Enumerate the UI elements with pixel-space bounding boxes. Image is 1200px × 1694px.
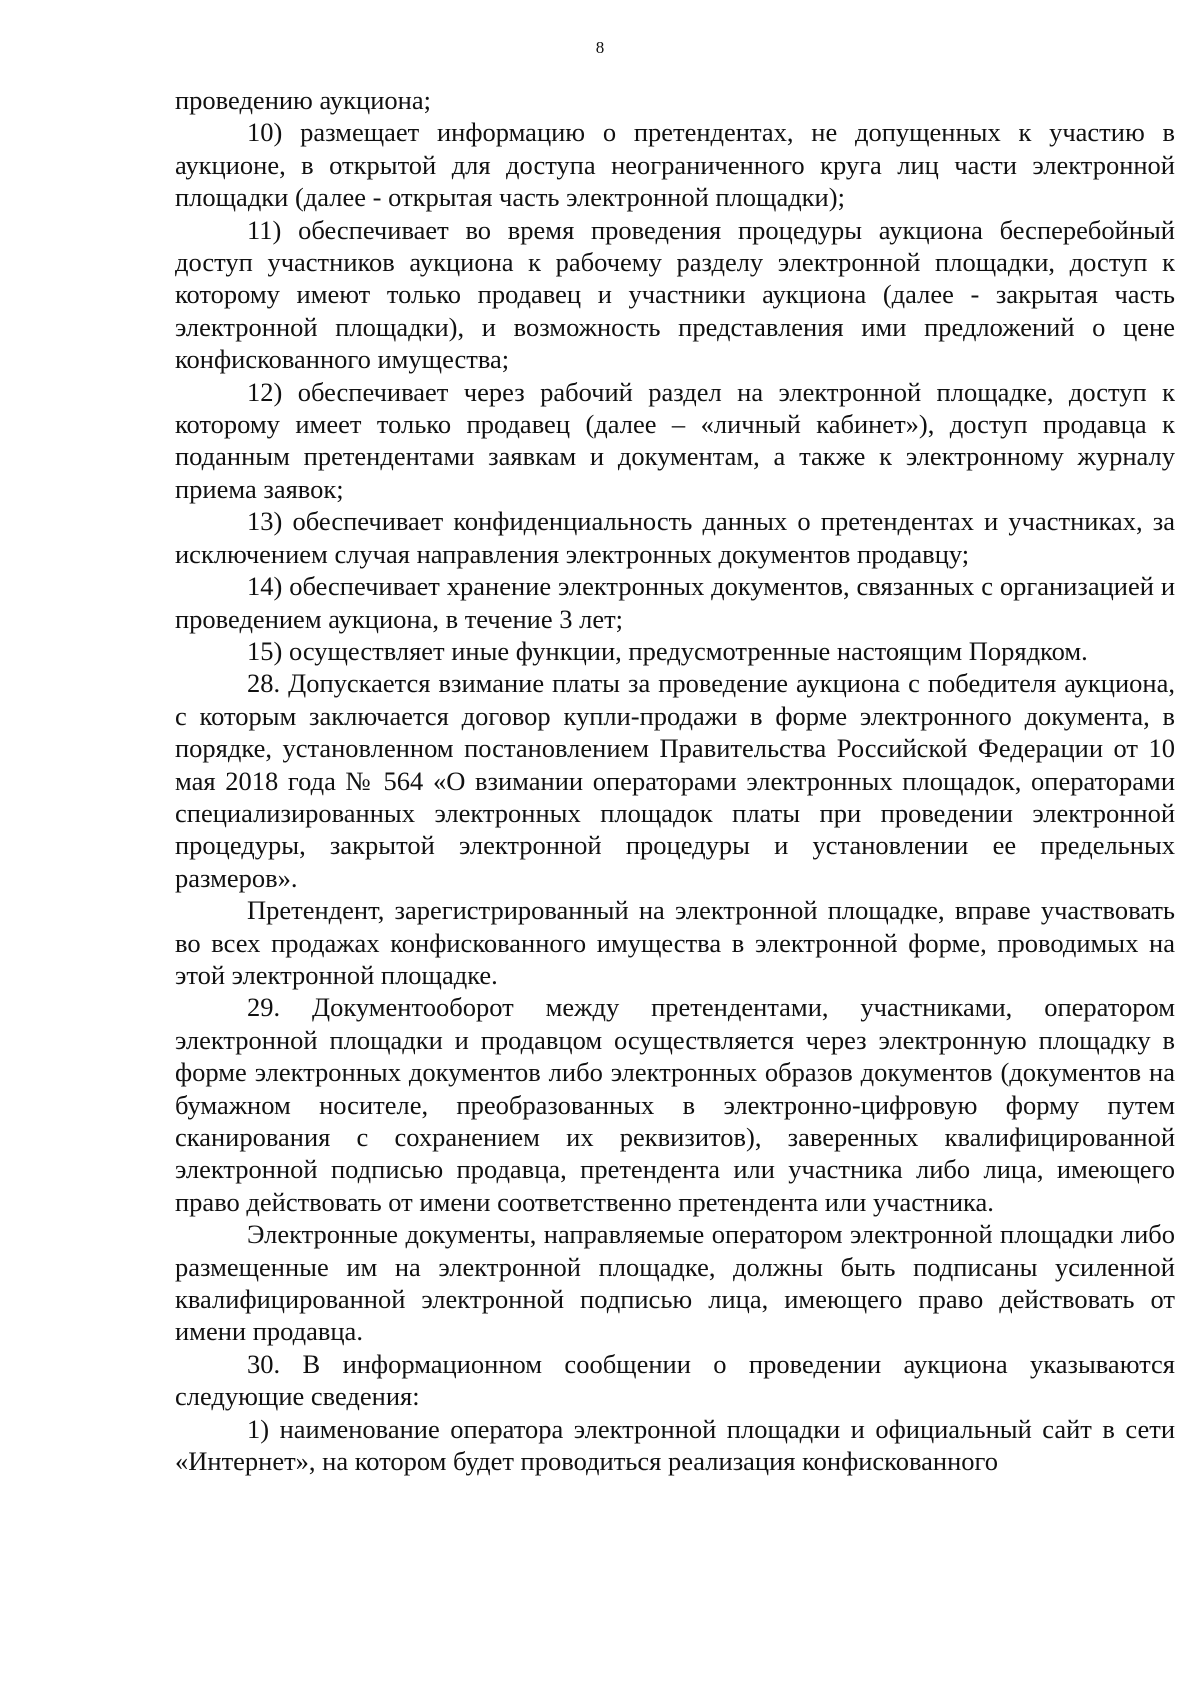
paragraph-item-10: 10) размещает информацию о претендентах, не допущенных к участию в аукционе, в открытой для доступа неограниченного круга лиц части электронной площадки (далее - открытая часть электронной площадки); (175, 117, 1175, 213)
paragraph-section-28-applicant: Претендент, зарегистрированный на электронной площадке, вправе участвовать во всех продажах конфискованного имущества в электронной форме, проводимых на этой электронной площадке. (175, 895, 1175, 990)
paragraph-section-28: 28. Допускается взимание платы за проведение аукциона с победителя аукциона, с которым заключается договор купли-продажи в форме электронного документа, в порядке, установленном постановлением Правительства Российской Федерации от 10 мая 2018 года № 564 «О взимании операторами электронных площадок, операторами специализированных электронных площадок платы при проведении электронной процедуры, закрытой электронной процедуры и установлении ее предельных размеров». (175, 668, 1175, 893)
paragraph-item-13: 13) обеспечивает конфиденциальность данных о претендентах и участниках, за исключением случая направления электронных документов продавцу; (175, 506, 1175, 569)
paragraph-section-29-electronic-documents: Электронные документы, направляемые оператором электронной площадки либо размещенные им на электронной площадке, должны быть подписаны усиленной квалифицированной электронной подписью лица, имеющего право действовать от имени продавца. (175, 1219, 1175, 1347)
paragraph-continuation: проведению аукциона; (175, 85, 431, 115)
paragraph-item-12: 12) обеспечивает через рабочий раздел на электронной площадке, доступ к которому имеет только продавец (далее – «личный кабинет»), доступ продавца к поданным претендентами заявкам и документам, а также к электронному журналу приема заявок; (175, 376, 1175, 504)
document-body (175, 84, 1175, 1477)
paragraph-section-30: 30. В информационном сообщении о проведении аукциона указываются следующие сведения: (175, 1348, 1175, 1412)
paragraph-item-15: 15) осуществляет иные функции, предусмотренные настоящим Порядком. (247, 635, 1088, 666)
paragraph-section-29: 29. Документооборот между претендентами, участниками, оператором электронной площадки и продавцом осуществляется через электронную площадку в форме электронных документов либо электронных образов документов (документов на бумажном носителе, преобразованных в электронно-цифровую форму путем сканирования с сохранением их реквизитов), заверенных квалифицированной электронной подписью продавца, претендента или участника либо лица, имеющего право действовать от имени соответственно претендента или участника. (175, 992, 1175, 1217)
paragraph-item-14: 14) обеспечивает хранение электронных документов, связанных с организацией и проведением аукциона, в течение 3 лет; (175, 571, 1175, 634)
page-number: 8 (595, 38, 605, 57)
paragraph-section-30-item-1: 1) наименование оператора электронной площадки и официальный сайт в сети «Интернет», на котором будет проводиться реализация конфискованного (175, 1413, 1175, 1477)
paragraph-item-11: 11) обеспечивает во время проведения процедуры аукциона бесперебойный доступ участников аукциона к рабочему разделу электронной площадки, доступ к которому имеют только продавец и участники аукциона (далее - закрытая часть электронной площадки), и возможность представления ими предложений о цене конфискованного имущества; (175, 214, 1175, 375)
